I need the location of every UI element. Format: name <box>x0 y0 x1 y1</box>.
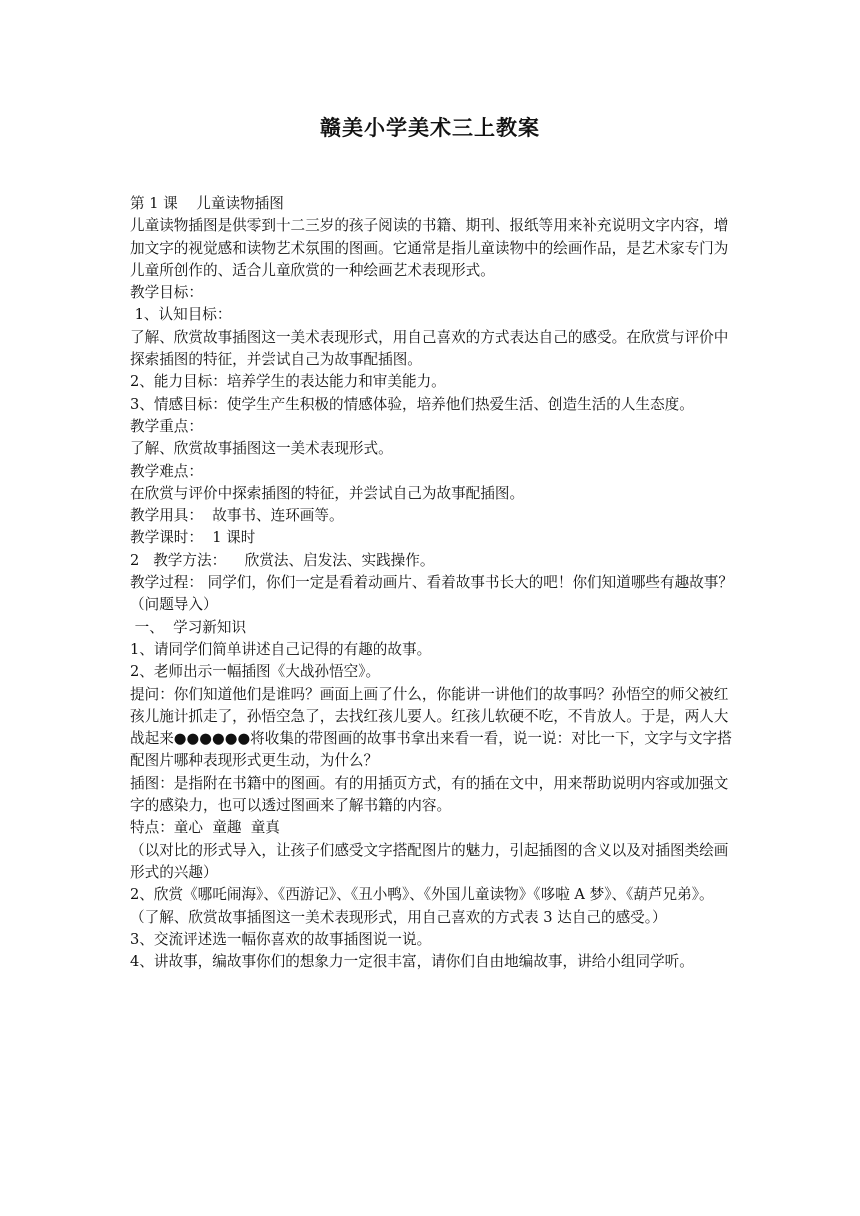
key-point-heading: 教学重点： <box>130 417 203 435</box>
tools-line: 教学用具： 故事书、连环画等。 <box>130 507 344 525</box>
document-body <box>130 193 734 973</box>
emotion-goal: 3、情感目标：使学生产生积极的情感体验，培养他们热爱生活、创造生活的人生态度。 <box>130 395 694 413</box>
question-paragraph: 提问：你们知道他们是谁吗？画面上画了什么，你能讲一讲他们的故事吗？孙悟空的师父被红孩儿施计抓走了，孙悟空急了，去找红孩儿要人。红孩儿软硬不吃，不肯放人。于是，两人大战起来●●●●●●将收集的带图画的故事书拿出来看一看，说一说：对比一下，文字与文字搭配图片哪种表现形式更生动，为什么？ <box>130 685 732 770</box>
intro-paragraph: 儿童读物插图是供零到十二三岁的孩子阅读的书籍、期刊、报纸等用来补充说明文字内容，增加文字的视觉感和读物艺术氛围的图画。它通常是指儿童读物中的绘画作品，是艺术家专门为儿童所创作的、适合儿童欣赏的一种绘画艺术表现形式。 <box>130 217 729 279</box>
step-1: 1、请同学们简单讲述自己记得的有趣的故事。 <box>130 640 432 658</box>
process-paragraph: 教学过程： 同学们，你们一定是看着动画片、看着故事书长大的吧！你们知道哪些有趣故事？（问题导入） <box>130 574 733 614</box>
goals-heading: 教学目标： <box>130 284 203 302</box>
cognitive-goal-heading: 1、认知目标： <box>130 306 232 324</box>
ability-goal: 2、能力目标：培养学生的表达能力和审美能力。 <box>130 373 446 391</box>
document-title: 赣美小学美术三上教案 <box>320 116 540 140</box>
illustration-definition: 插图：是指附在书籍中的图画。有的用插页方式，有的插在文中，用来帮助说明内容或加强文字的感染力，也可以透过图画来了解书籍的内容。 <box>130 774 729 815</box>
lesson-heading: 第 1 课 儿童读物插图 <box>130 195 284 212</box>
appreciation-note: （了解、欣赏故事插图这一美术表现形式，用自己喜欢的方式表 3 达自己的感受。） <box>130 908 667 926</box>
section-one-heading: 一、 学习新知识 <box>130 618 247 636</box>
step-2: 2、老师出示一幅插图《大战孙悟空》。 <box>130 663 381 681</box>
difficulty-heading: 教学难点： <box>130 462 203 480</box>
step-3: 3、交流评述选一幅你喜欢的故事插图说一说。 <box>130 930 432 948</box>
difficulty-text: 在欣赏与评价中探索插图的特征，并尝试自己为故事配插图。 <box>130 484 525 502</box>
cognitive-goal-text: 了解、欣赏故事插图这一美术表现形式，用自己喜欢的方式表达自己的感受。在欣赏与评价中探索插图的特征，并尝试自己为故事配插图。 <box>130 328 729 369</box>
appreciation-step: 2、欣赏《哪吒闹海》、《西游记》、《丑小鸭》、《外国儿童读物》《哆啦 A 梦》、《葫芦兄弟》。 <box>130 886 714 904</box>
features-line: 特点：童心 童趣 童真 <box>130 819 280 837</box>
step-4: 4、讲故事，编故事你们的想象力一定很丰富，请你们自由地编故事，讲给小组同学听。 <box>130 953 694 971</box>
comparison-note: （以对比的形式导入，让孩子们感受文字搭配图片的魅力，引起插图的含义以及对插图类绘画形式的兴趣） <box>130 841 729 881</box>
key-point-text: 了解、欣赏故事插图这一美术表现形式。 <box>130 440 393 458</box>
methods-line: 2 教学方法： 欣赏法、启发法、实践操作。 <box>130 551 435 569</box>
hours-line: 教学课时： 1 课时 <box>130 529 256 547</box>
